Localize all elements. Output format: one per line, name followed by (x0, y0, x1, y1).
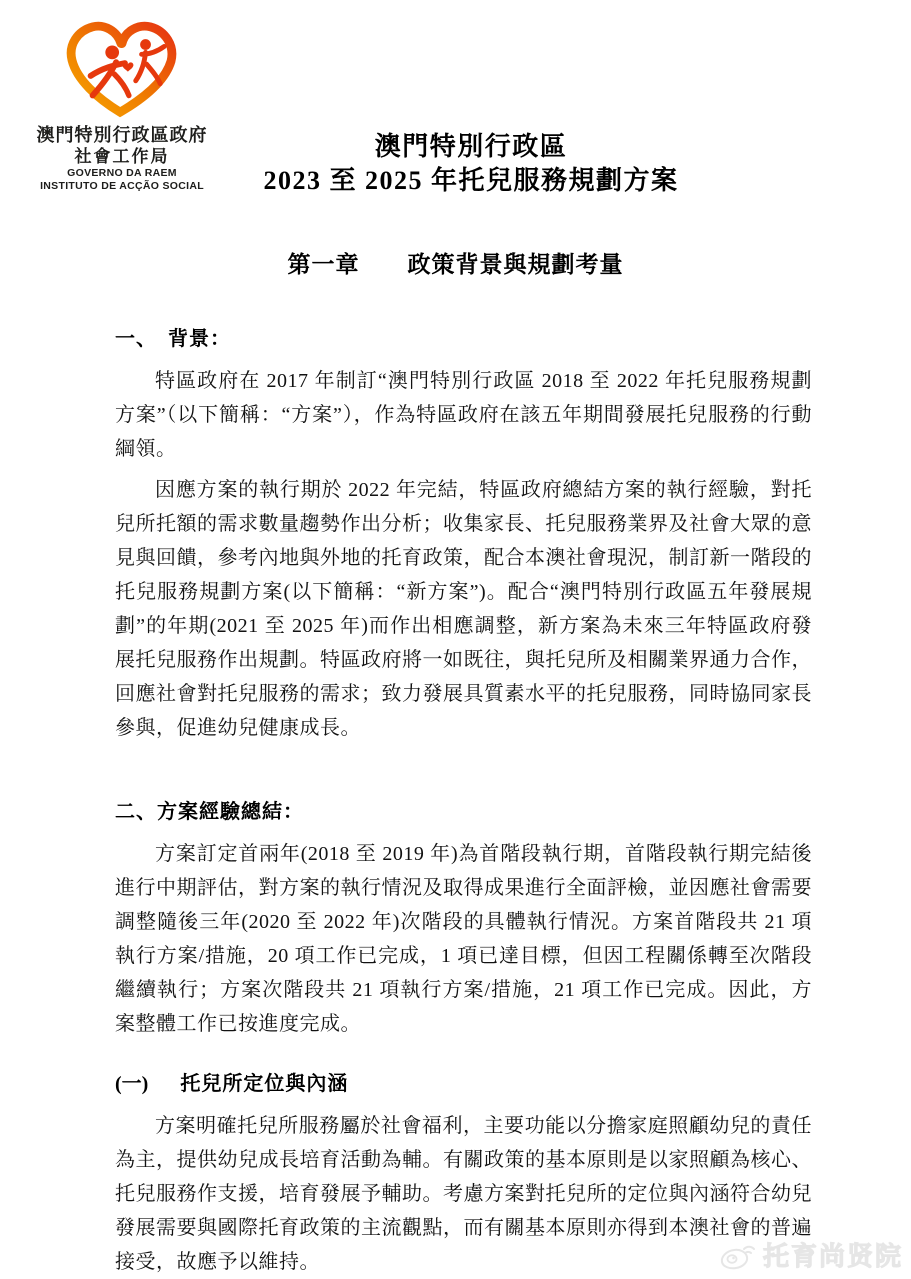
heart-logo-icon (63, 20, 181, 120)
document-title-line2: 2023 至 2025 年托兒服務規劃方案 (263, 166, 679, 195)
subsection-heading-positioning (115, 1067, 812, 1096)
subsection-title: 托兒所定位與內涵 (180, 1073, 349, 1095)
paragraph-experience-summary: 方案訂定首兩年(2018 至 2019 年)為首階段執行期，首階段執行期完結後進行中期評估，對方案的執行情況及取得成果進行全面評檢，並因應社會需要調整隨後三年(2020 至 2022 年)次階段的具體執行情況。方案首階段共 21 項執行方案/措施，20 項工作已完成，1 項已達目標，但因工程關係轉至次階段繼續執行；方案次階段共 21 項執行方案/措施，21 項工作已完成。因此，方案整體工作已按進度完成。 (115, 843, 812, 1035)
paragraph-background-2: 因應方案的執行期於 2022 年完結，特區政府總結方案的執行經驗，對托兒所托額的需求數量趨勢作出分析；收集家長、托兒服務業界及社會大眾的意見與回饋，參考內地與外地的托育政策，配合本澳社會現況，制訂新一階段的托兒服務規劃方案(以下簡稱：“新方案”)。配合“澳門特別行政區五年發展規劃”的年期(2021 至 2025 年)而作出相應調整，新方案為未來三年特區政府發展托兒服務作出規劃。特區政府將一如既往，與托兒所及相關業界通力合作，回應社會對托兒服務的需求；致力發展具質素水平的托兒服務，同時協同家長參與，促進幼兒健康成長。 (115, 479, 812, 739)
chapter-title: 第一章 政策背景與規劃考量 (287, 252, 624, 277)
section-heading-background: 一、 背景： (115, 328, 231, 350)
section-heading-experience-summary: 二、方案經驗總結： (115, 801, 304, 823)
org-name-pt-line1: GOVERNO DA RAEM (67, 167, 177, 179)
watermark-text: 托育尚贤院 (762, 1241, 903, 1271)
document-title (230, 130, 712, 198)
org-name-zh-line1: 澳門特別行政區政府 (36, 125, 208, 145)
paragraph-background-1: 特區政府在 2017 年制訂“澳門特別行政區 2018 至 2022 年托兒服務規劃方案”（以下簡稱：“方案”），作為特區政府在該五年期間發展托兒服務的行動綱領。 (115, 370, 812, 460)
org-name-pt-line2: INSTITUTO DE ACÇÃO SOCIAL (40, 180, 204, 192)
org-name-zh-line2: 社會工作局 (74, 147, 170, 166)
ias-logo-block (26, 20, 218, 193)
document-title-line1: 澳門特別行政區 (374, 132, 568, 161)
subsection-number: (一) (115, 1073, 149, 1095)
paragraph-positioning: 方案明確托兒所服務屬於社會福利，主要功能以分擔家庭照顧幼兒的責任為主，提供幼兒成長培育活動為輔。有關政策的基本原則是以家照顧為核心、托兒服務作支援，培育發展予輔助。考慮方案對托兒所的定位與內涵符合幼兒發展需要與國際托育政策的主流觀點，而有關基本原則亦得到本澳社會的普遍接受，故應予以維持。 (115, 1115, 812, 1273)
document-body (115, 322, 812, 1279)
